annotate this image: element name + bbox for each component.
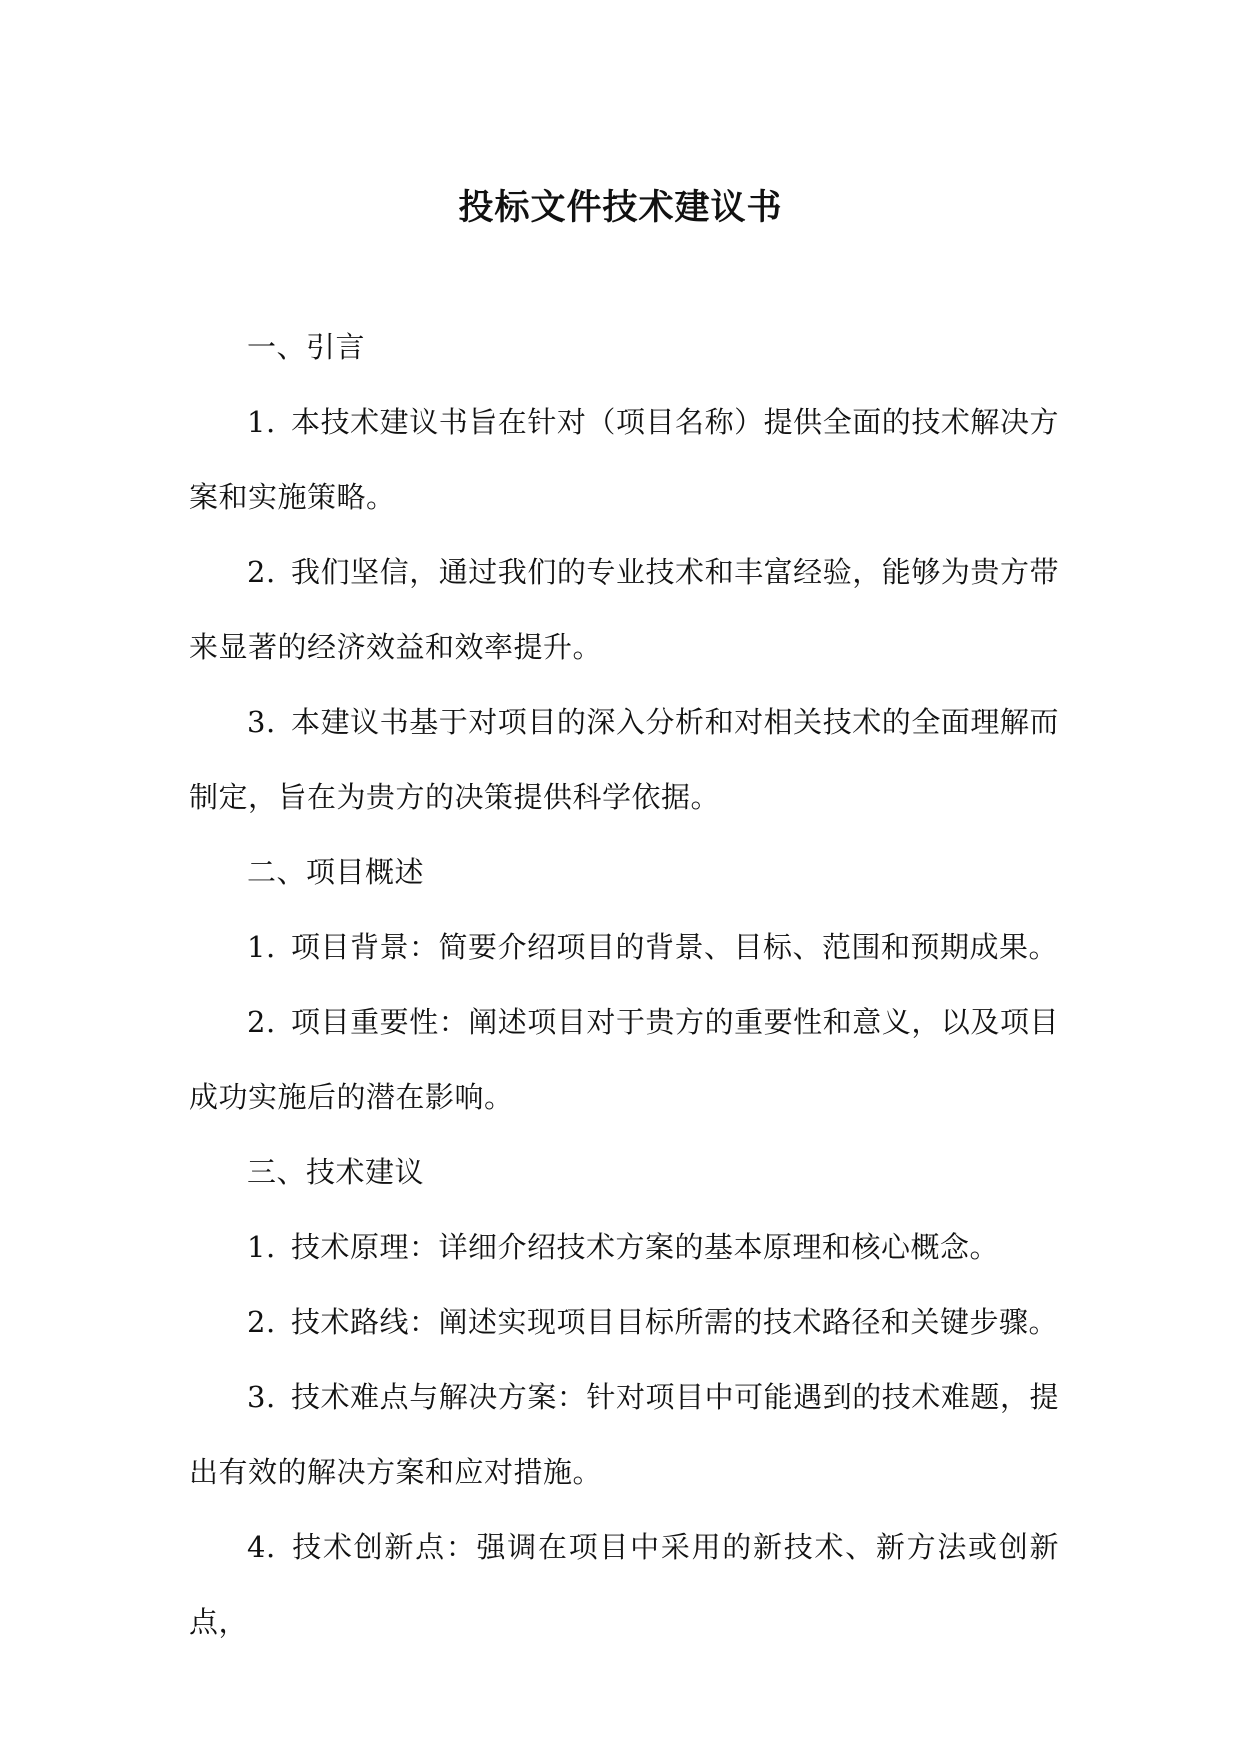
list-item (189, 1285, 1059, 1360)
item-number: 4. (247, 1530, 276, 1564)
item-number: 3. (247, 1380, 276, 1414)
list-item (189, 385, 1059, 535)
item-text: 技术难点与解决方案：针对项目中可能遇到的技术难题，提出有效的解决方案和应对措施。 (189, 1380, 1059, 1489)
item-number: 2. (247, 1005, 276, 1039)
list-item (189, 1210, 1059, 1285)
item-text: 技术路线：阐述实现项目目标所需的技术路径和关键步骤。 (291, 1305, 1059, 1339)
item-text: 技术原理：详细介绍技术方案的基本原理和核心概念。 (291, 1230, 1000, 1264)
item-text: 项目重要性：阐述项目对于贵方的重要性和意义，以及项目成功实施后的潜在影响。 (189, 1005, 1059, 1114)
item-number: 2. (247, 1305, 276, 1339)
item-number: 3. (247, 705, 276, 739)
item-text: 本技术建议书旨在针对（项目名称）提供全面的技术解决方案和实施策略。 (189, 405, 1059, 514)
item-number: 1. (247, 1230, 276, 1264)
document-title: 投标文件技术建议书 (458, 187, 783, 228)
list-item (189, 1510, 1059, 1660)
item-number: 1. (247, 405, 276, 439)
list-item (189, 1360, 1059, 1510)
item-number: 1. (247, 930, 276, 964)
section-heading-project-overview: 二、项目概述 (247, 855, 425, 889)
list-item (189, 985, 1059, 1135)
list-item (189, 910, 1059, 985)
item-text: 我们坚信，通过我们的专业技术和丰富经验，能够为贵方带来显著的经济效益和效率提升。 (189, 555, 1059, 664)
item-text: 项目背景：简要介绍项目的背景、目标、范围和预期成果。 (291, 930, 1059, 964)
section-heading-technical-proposal: 三、技术建议 (247, 1155, 425, 1189)
document-body (189, 310, 1059, 1660)
item-text: 技术创新点：强调在项目中采用的新技术、新方法或创新点， (189, 1530, 1059, 1639)
list-item (189, 535, 1059, 685)
item-number: 2. (247, 555, 276, 589)
list-item (189, 685, 1059, 835)
section-heading-introduction: 一、引言 (247, 330, 366, 364)
item-text: 本建议书基于对项目的深入分析和对相关技术的全面理解而制定，旨在为贵方的决策提供科学依据。 (189, 705, 1059, 814)
